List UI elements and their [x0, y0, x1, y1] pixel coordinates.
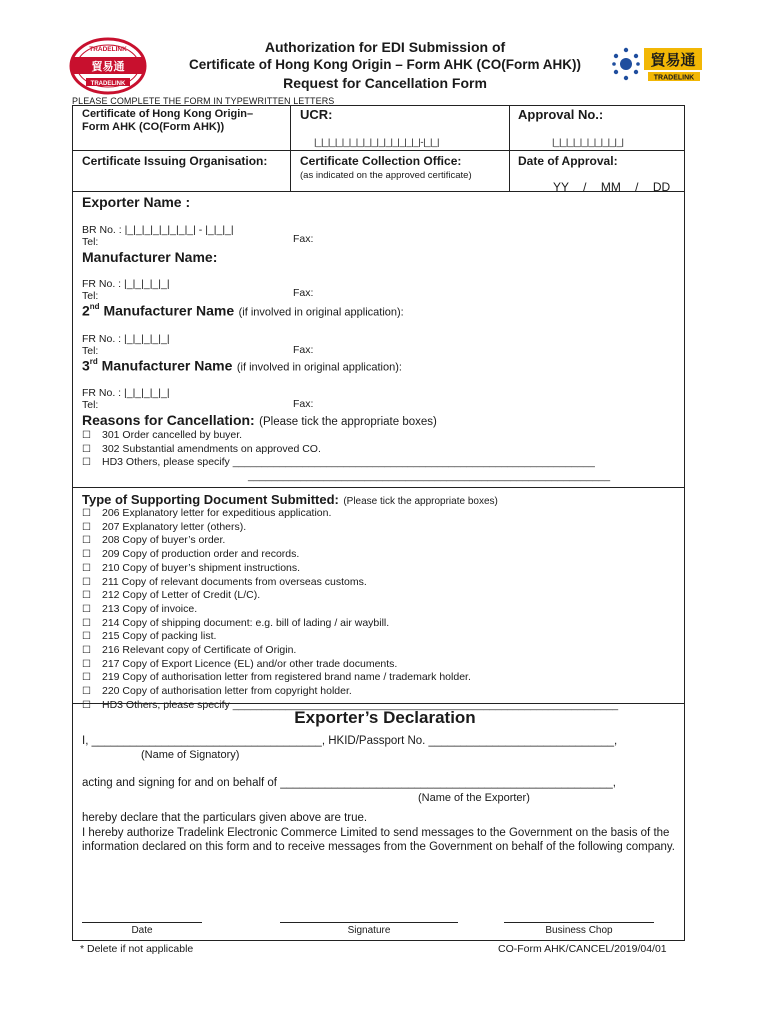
date-label: Date	[131, 925, 153, 936]
date-of-approval-field[interactable]	[553, 180, 670, 194]
reasons-checkbox-list	[82, 429, 610, 483]
manufacturer3-fax-label[interactable]: Fax:	[293, 398, 314, 410]
form-code: CO-Form AHK/CANCEL/2019/04/01	[498, 943, 667, 955]
documents-checkbox-list	[82, 507, 618, 713]
reason-item[interactable]: ☐ 301 Order cancelled by buyer.	[82, 429, 243, 441]
manufacturer-fax-label[interactable]: Fax:	[293, 287, 314, 299]
document-item[interactable]: ☐ 216 Relevant copy of Certificate of Origin.	[82, 644, 297, 657]
svg-text:TRADELINK: TRADELINK	[89, 46, 127, 53]
form-title-line2: Certificate of Hong Kong Origin – Form AHK (CO(Form AHK))	[189, 57, 581, 72]
document-item[interactable]: ☐ 209 Copy of production order and records.	[82, 548, 300, 561]
date-signature-line[interactable]	[82, 922, 202, 923]
checkbox[interactable]: ☐	[82, 576, 91, 588]
footer-note: * Delete if not applicable	[80, 943, 194, 955]
issuing-org-label: Certificate Issuing Organisation:	[82, 154, 268, 168]
svg-text:TRADELINK: TRADELINK	[90, 81, 126, 87]
date-mm-label: MM	[600, 180, 621, 194]
exporter-behalf-line[interactable]: acting and signing for and on behalf of ____________________________________________________,	[82, 777, 616, 789]
checkbox[interactable]: ☐	[82, 508, 91, 519]
reason-item[interactable]: ☐ 302 Substantial amendments on approved CO.	[82, 442, 321, 455]
approval-no-input-boxes[interactable]: |_|_|_|_|_|_|_|_|_|_|	[552, 137, 624, 148]
svg-text:貿易通: 貿易通	[650, 51, 696, 69]
instruction-text: PLEASE COMPLETE THE FORM IN TYPEWRITTEN LETTERS	[72, 96, 335, 106]
ucr-label: UCR:	[300, 107, 333, 122]
svg-text:TRADELINK: TRADELINK	[653, 74, 695, 82]
section-divider	[72, 487, 685, 488]
form-title-line3: Request for Cancellation Form	[283, 75, 487, 91]
date-yy-label: YY	[553, 180, 569, 194]
checkbox[interactable]: ☐	[82, 430, 91, 441]
business-chop-label: Business Chop	[545, 925, 613, 936]
svg-text:貿易通: 貿易通	[91, 60, 125, 73]
exporter-br-no[interactable]: BR No. : |_|_|_|_|_|_|_|_| - |_|_|_|	[82, 224, 234, 236]
checkbox[interactable]: ☐	[82, 521, 91, 533]
date-dd-label: DD	[652, 180, 671, 194]
signature-line[interactable]	[280, 922, 458, 923]
document-item[interactable]: ☐ 219 Copy of authorisation letter from registered brand name / trademark holder.	[82, 671, 471, 684]
approval-no-label: Approval No.:	[518, 107, 604, 122]
manufacturer2-tel-label[interactable]: Tel:	[82, 345, 99, 357]
document-item[interactable]: ☐ 210 Copy of buyer’s shipment instructions.	[82, 561, 301, 574]
document-item[interactable]: ☐ 217 Copy of Export Licence (EL) and/or other trade documents.	[82, 657, 398, 670]
manufacturer2-fr-no[interactable]: FR No. : |_|_|_|_|_|	[82, 333, 170, 345]
ucr-input-boxes[interactable]: |_|_|_|_|_|_|_|_|_|_|_|_|_|_|_|-|_|_|	[314, 137, 440, 148]
document-item[interactable]: ☐ 207 Explanatory letter (others).	[82, 520, 247, 533]
checkbox[interactable]: ☐	[82, 603, 91, 615]
document-item[interactable]: ☐ 215 Copy of packing list.	[82, 630, 217, 643]
checkbox[interactable]: ☐	[82, 699, 91, 711]
exporter-fax-label[interactable]: Fax:	[293, 233, 314, 245]
table-divider	[290, 105, 291, 191]
checkbox[interactable]: ☐	[82, 658, 91, 670]
checkbox[interactable]: ☐	[82, 549, 91, 561]
document-item[interactable]: ☐ 214 Copy of shipping document: e.g. bill of lading / air waybill.	[82, 616, 390, 629]
reason-item[interactable]: ☐ HD3 Others, please specify ______________________________________________________________	[82, 456, 595, 469]
cert-type-label: Certificate of Hong Kong Origin– Form AHK (CO(Form AHK))	[82, 108, 254, 133]
exporter-name-label: Exporter Name :	[82, 194, 191, 210]
exporter-name-note: (Name of the Exporter)	[418, 792, 530, 804]
document-item[interactable]: ☐ 212 Copy of Letter of Credit (L/C).	[82, 589, 261, 602]
date-separator: /	[635, 180, 639, 194]
exporter-section	[82, 194, 682, 210]
checkbox[interactable]: ☐	[82, 672, 91, 684]
reason-continuation-line[interactable]: ______________________________________________________________	[248, 470, 611, 483]
collection-office-note: (as indicated on the approved certificate)	[300, 170, 472, 181]
declaration-statement: hereby declare that the particulars given above are true.	[82, 812, 368, 824]
authorization-statement: I hereby authorize Tradelink Electronic Commerce Limited to send messages to the Government on the basis of the information declared on this form and to receive messages from the Government on behalf of the following company.	[82, 827, 675, 853]
manufacturer2-heading: 2nd Manufacturer Name (if involved in original application):	[82, 302, 404, 319]
document-item[interactable]: ☐ 211 Copy of relevant documents from overseas customs.	[82, 575, 367, 588]
reasons-heading: Reasons for Cancellation: (Please tick the appropriate boxes)	[82, 412, 437, 428]
signatory-name-note: (Name of Signatory)	[141, 749, 240, 761]
table-divider	[72, 150, 685, 151]
document-item[interactable]: ☐ 213 Copy of invoice.	[82, 602, 198, 615]
section-divider	[72, 703, 685, 704]
signatory-line[interactable]: I, ____________________________________, HKID/Passport No. _____________________________,	[82, 735, 618, 747]
manufacturer-fr-no[interactable]: FR No. : |_|_|_|_|_|	[82, 278, 170, 290]
checkbox[interactable]: ☐	[82, 645, 91, 657]
table-divider	[509, 105, 510, 191]
manufacturer3-tel-label[interactable]: Tel:	[82, 399, 99, 411]
date-of-approval-label: Date of Approval:	[518, 154, 618, 168]
document-item[interactable]: ☐ HD3 Others, please specify __________________________________________________________________	[82, 698, 619, 711]
checkbox[interactable]: ☐	[82, 617, 91, 629]
checkbox[interactable]: ☐	[82, 457, 91, 469]
exporter-tel-label[interactable]: Tel:	[82, 236, 99, 248]
documents-heading: Type of Supporting Document Submitted: (Please tick the appropriate boxes)	[82, 492, 498, 507]
signature-label: Signature	[347, 925, 391, 936]
manufacturer3-fr-no[interactable]: FR No. : |_|_|_|_|_|	[82, 387, 170, 399]
business-chop-line[interactable]	[504, 922, 654, 923]
form-title-line1: Authorization for EDI Submission of	[264, 39, 506, 55]
manufacturer-tel-label[interactable]: Tel:	[82, 290, 99, 302]
checkbox[interactable]: ☐	[82, 535, 91, 547]
manufacturer3-heading: 3rd Manufacturer Name (if involved in original application):	[82, 357, 402, 374]
manufacturer-name-label: Manufacturer Name:	[82, 249, 218, 265]
checkbox[interactable]: ☐	[82, 686, 91, 698]
checkbox[interactable]: ☐	[82, 562, 91, 574]
date-separator: /	[583, 180, 587, 194]
manufacturer2-fax-label[interactable]: Fax:	[293, 344, 314, 356]
declaration-title: Exporter’s Declaration	[294, 708, 476, 727]
collection-office-label: Certificate Collection Office:	[300, 154, 462, 168]
document-item[interactable]: ☐ 208 Copy of buyer’s order.	[82, 534, 226, 547]
checkbox[interactable]: ☐	[82, 631, 91, 643]
checkbox[interactable]: ☐	[82, 590, 91, 602]
checkbox[interactable]: ☐	[82, 443, 91, 455]
document-item[interactable]: ☐ 206 Explanatory letter for expeditious application.	[82, 507, 332, 519]
document-item[interactable]: ☐ 220 Copy of authorisation letter from copyright holder.	[82, 685, 352, 698]
